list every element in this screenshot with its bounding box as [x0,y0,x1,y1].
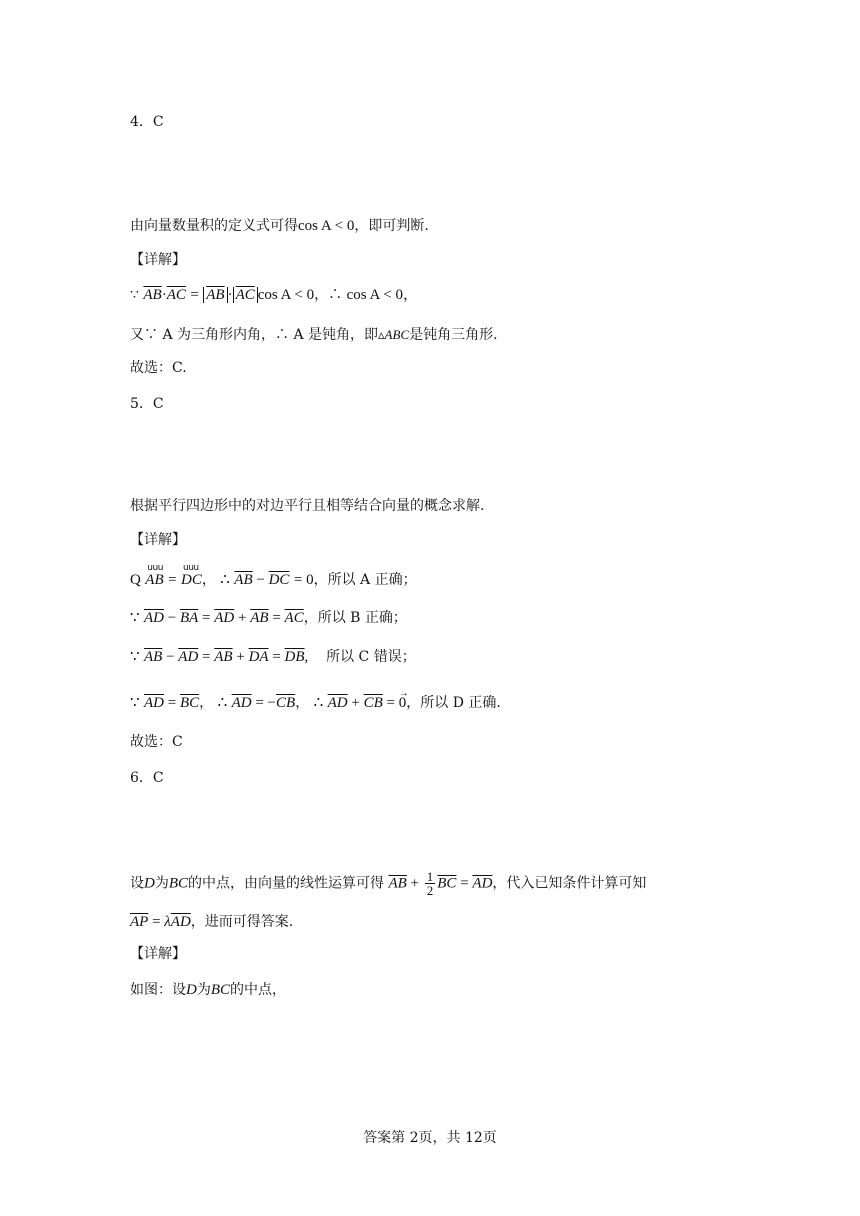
q5-line1-end: ，所以 A 正确； [313,572,417,588]
q4-step1: ∵ $\overline{AB}\cdot\overline{AC} = \overline{AB} \cdot \overline{AC}$ cos A < 0，∴ cos A < 0， [130,287,418,303]
q4-step2-b: 是钝角三角形. [409,327,498,343]
q4-step2-a: 又∵ A 为三角形内角，∴ A 是钝角，即 [130,327,379,343]
vec-ab-mark: uuu AB [145,563,164,588]
q5-line1: Q uuu AB = uuu DC， ∴ $\overline{AB} - \overline{DC} = 0$，所以 A 正确； [130,563,417,588]
q5-line4-end: ，所以 D 正确. [406,695,501,711]
q6-number: 6．C [130,770,164,786]
q6-detail-line: 如图：设D为BC的中点， [130,982,287,998]
q5-number: 5．C [130,396,164,412]
q6-analysis-line1: 设D为BC的中点，由向量的线性运算可得 $\overline{AB}$ + $\frac{1}{2}$ $\overline{BC} = \overline{AD}$，代入已知条件计算可知 [130,869,647,898]
q4-detail-heading: 【详解】 [130,252,186,268]
triangle-abc: ▵ABC [378,327,410,342]
q4-analysis-text: 由向量数量积的定义式可得 [130,218,298,234]
q6-analysis-end: ，代入已知条件计算可知 [492,875,647,892]
q5-line3: ∵ $\overline{AB} - \overline{AD} = \overline{AB} + \overline{DA} = \overline{DB}$, 所以 C 错误； [130,649,416,665]
q5-line2: ∵ $\overline{AD} - \overline{BA} = \overline{AD} + \overline{AB} = \overline{AC}$，所以 B 正确； [130,610,407,626]
therefore-symbol: ，∴ [314,287,343,303]
q4-analysis-math: cos A < 0 [298,218,355,234]
q4-analysis [130,216,429,236]
q4-step1-cos: cos A < 0 [257,287,315,303]
abs-ab: $\overline{AB}$ [203,287,227,303]
q6-detail-heading: 【详解】 [130,946,186,962]
q6-analysis-line2: $\overline{AP} = \lambda\overline{AD}$，进而可得答案. [130,914,294,930]
one-half-fraction: $\frac{1}{2}$ [426,869,434,898]
vec-dc-mark: uuu DC [181,563,202,588]
page-footer: 答案第 2页，共 12页 [363,1130,497,1146]
vec-ab: $\overline{AB}$ [143,287,162,303]
q5-analysis: 根据平行四边形中的对边平行且相等结合向量的概念求解. [130,498,485,514]
q5-detail-heading: 【详解】 [130,532,186,548]
because-symbol: ∵ [130,287,139,303]
q5-line4: ∵ $\overline{AD} = \overline{BC}$， ∴ $\overline{AD} = -\overline{CB}$， ∴ $\overline{AD} + \overline{CB}$ = → 0，所以 D 正确. [130,688,501,711]
q-symbol: Q [130,572,141,588]
q4-step1-end: cos A < 0， [346,287,418,303]
abs-ac: $\overline{AC}$ [233,287,258,303]
q5-line3-end: 所以 C 错误； [326,649,416,665]
q4-number: 4．C [130,114,164,130]
q4-answer: 故选：C. [130,360,187,376]
q4-analysis-end: ，即可判断. [354,218,429,234]
vec-ac: $\overline{AC}$ [166,287,186,303]
q5-line2-end: ，所以 B 正确； [303,610,407,626]
q4-step2 [130,325,498,345]
q5-answer: 故选：C [130,734,183,750]
